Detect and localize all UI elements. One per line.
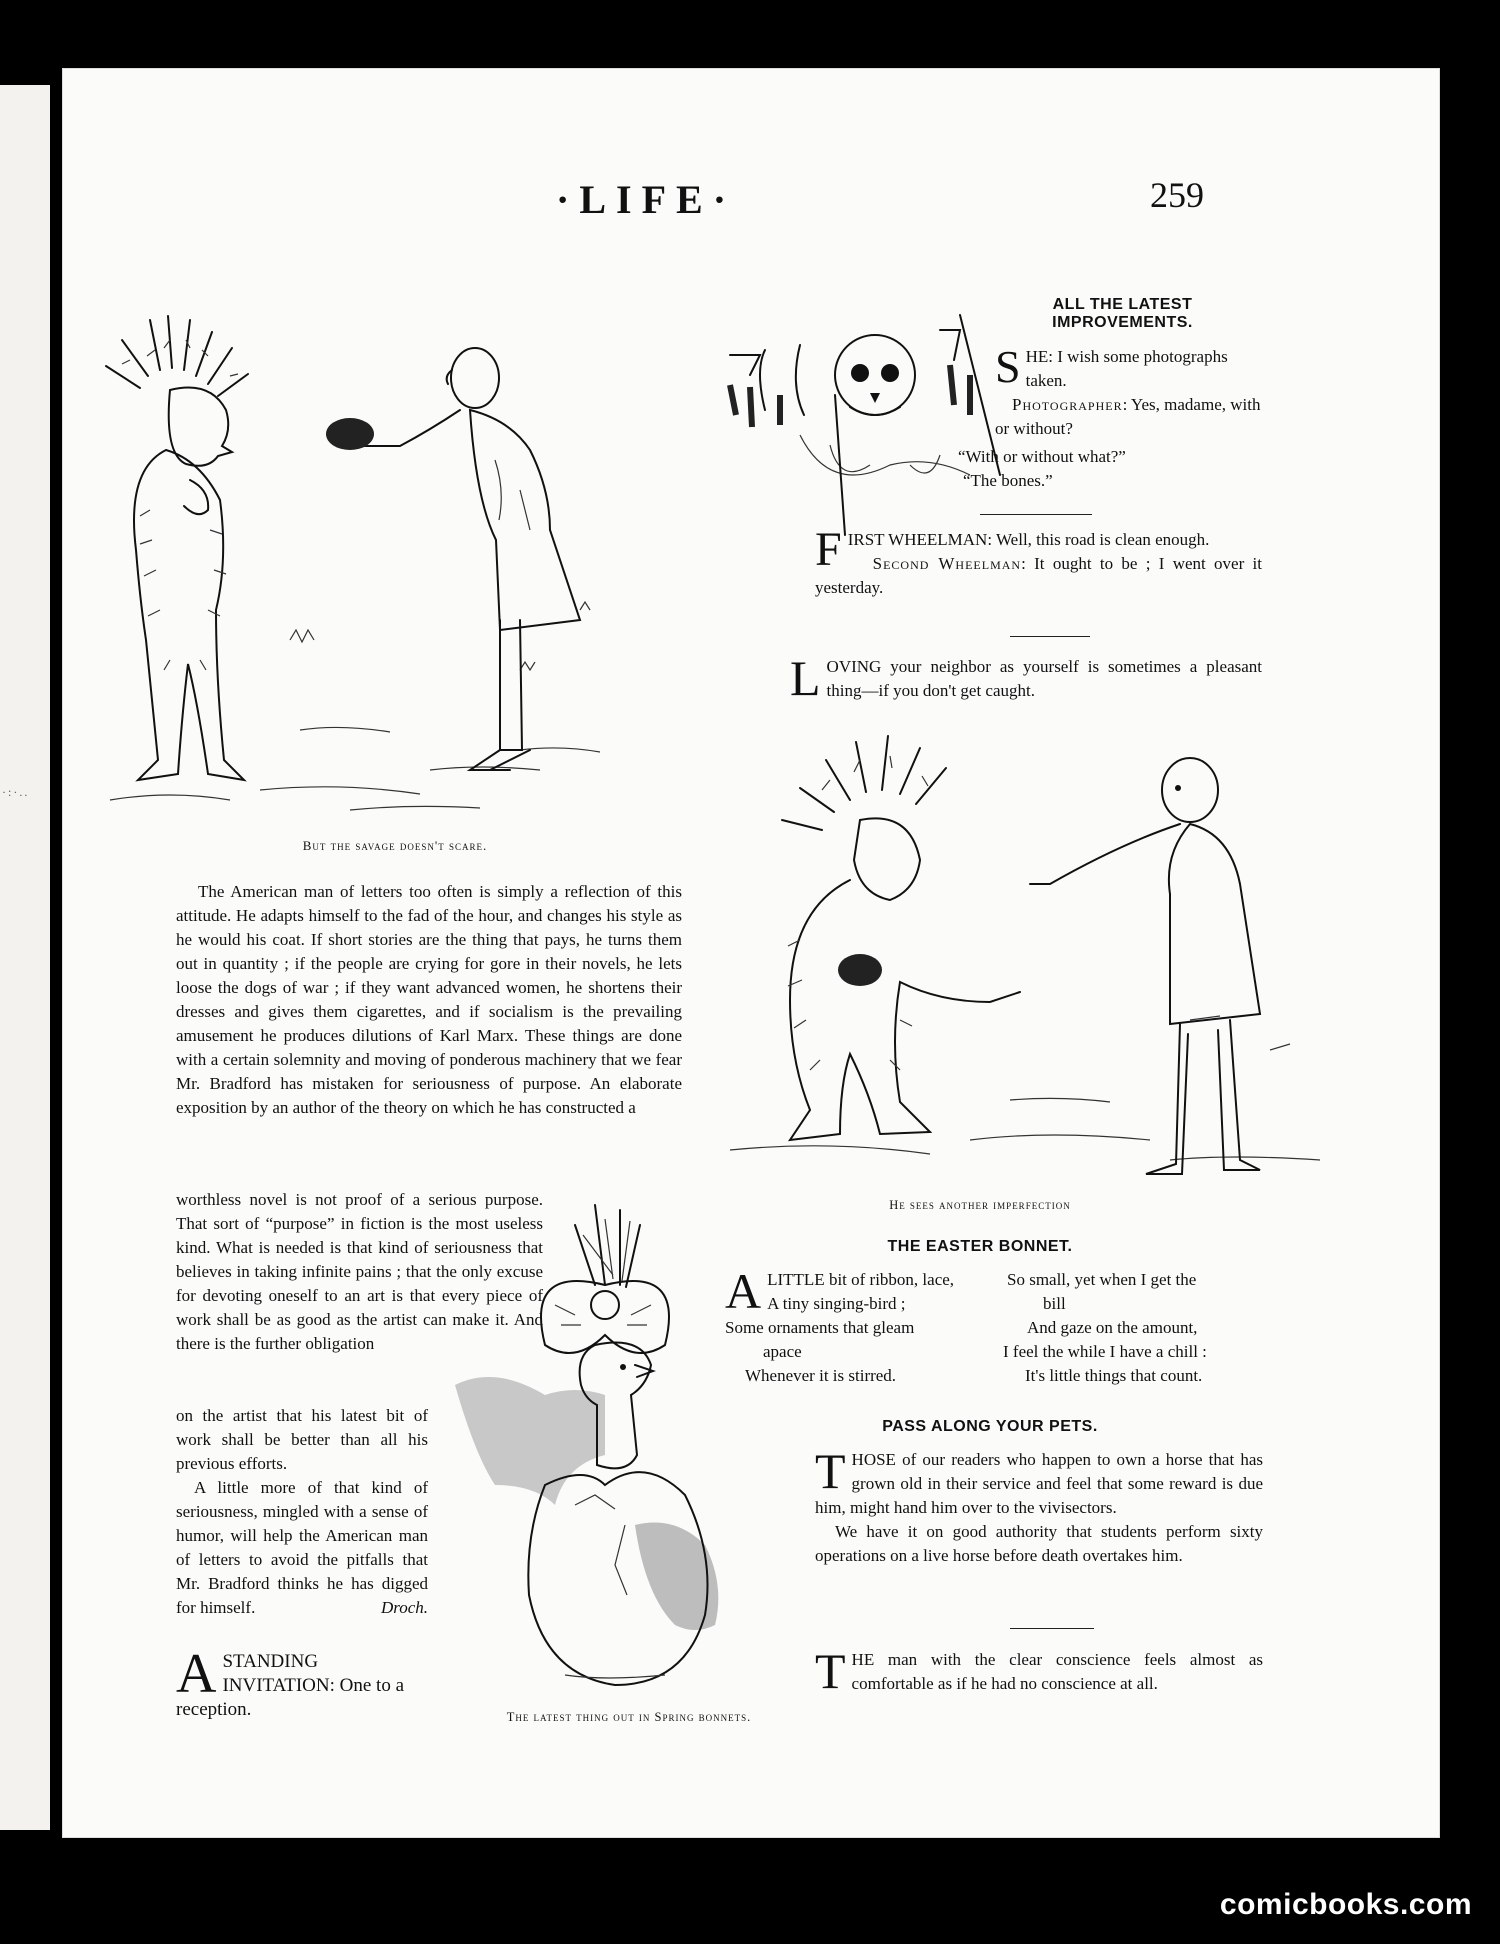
page-number: 259 bbox=[1150, 175, 1204, 215]
pets-paragraph-2: We have it on good authority that students perform sixty operations on a live horse before death overtakes him. bbox=[815, 1522, 1263, 1565]
easter-bonnet-col-1 bbox=[725, 1263, 997, 1388]
pets-text bbox=[815, 1443, 1263, 1568]
easter-line-3: Some ornaments that gleam bbox=[725, 1318, 915, 1337]
wheelman-line-1: IRST WHEELMAN: Well, this road is clean enough. bbox=[847, 530, 1210, 549]
wheelman-text bbox=[815, 523, 1263, 600]
conscience-body: HE man with the clear conscience feels almost as comfortable as if he had no conscience at all. bbox=[851, 1650, 1263, 1693]
easter-line-7: bill bbox=[1043, 1294, 1066, 1313]
dropcap-l: L bbox=[790, 650, 821, 706]
essay-paragraph-2-text: A little more of that kind of seriousness, mingled with a sense of humor, will help the American man of letters to avoid the pitfalls that Mr. Bradford thinks he has digged for himself. bbox=[176, 1478, 428, 1617]
improvements-line-2: : Yes, madame, with or without? bbox=[995, 395, 1261, 438]
easter-line-4: apace bbox=[763, 1342, 802, 1361]
essay-paragraph-1-end: on the artist that his latest bit of work shall be better than all his previous efforts. bbox=[176, 1406, 428, 1473]
easter-line-6: So small, yet when I get the bbox=[1007, 1270, 1197, 1289]
divider-3 bbox=[1010, 1628, 1094, 1629]
improvements-dialogue bbox=[958, 445, 1258, 493]
pets-paragraph-1: HOSE of our readers who happen to own a horse that has grown old in their service and feel that some reward is due him, might hand him over to the vivisectors. bbox=[815, 1450, 1263, 1517]
loving-text bbox=[790, 650, 1262, 706]
improvements-line-1: HE: I wish some photographs taken. bbox=[1025, 347, 1228, 390]
caption-illustration-2: He sees another imperfection bbox=[889, 1198, 1071, 1212]
easter-line-5: Whenever it is stirred. bbox=[745, 1366, 897, 1385]
easter-line-1: LITTLE bit of ribbon, lace, bbox=[767, 1270, 955, 1289]
masthead: ·LIFE· bbox=[556, 177, 737, 222]
divider-2 bbox=[1010, 636, 1090, 637]
easter-line-2: A tiny singing-bird ; bbox=[767, 1294, 906, 1313]
adjacent-page-edge: ·:·.. bbox=[0, 85, 50, 1830]
improvements-line-4: “The bones.” bbox=[963, 471, 1053, 490]
wheelman-speaker-2: Second Wheelman bbox=[872, 554, 1022, 573]
easter-line-10: It's little things that count. bbox=[1025, 1366, 1203, 1385]
easter-bonnet-col-2 bbox=[1003, 1268, 1268, 1388]
pets-title: PASS ALONG YOUR PETS. bbox=[882, 1418, 1098, 1435]
caption-illustration-3: The latest thing out in Spring bonnets. bbox=[506, 1710, 752, 1724]
dropcap-s: S bbox=[995, 341, 1021, 392]
dropcap-a-2: A bbox=[725, 1263, 762, 1319]
standing-invitation-text: STANDING INVITATION: One to a reception. bbox=[176, 1651, 405, 1720]
easter-bonnet-title: THE EASTER BONNET. bbox=[887, 1238, 1073, 1255]
easter-line-9: I feel the while I have a chill : bbox=[1003, 1342, 1207, 1361]
improvements-speaker-2: Photographer bbox=[1012, 395, 1123, 414]
essay-paragraph-1-cont: worthless novel is not proof of a serious purpose. That sort of “purpose” in fiction is the most useless kind. What is needed is that kind of seriousness that believes in taking infinite pains ; that the only excuse for devoting oneself to an art is that every piece of work shall be as good as the artist can make it. And there is the further obligation bbox=[176, 1190, 543, 1353]
essay-paragraph-1: The American man of letters too often is simply a reflection of this attitude. He adapts himself to the fad of the hour, and changes his style as he would his coat. If short stories are the thing that pays, he turns them out in quantity ; if the people are crying for gore in their novels, he lets loose the dogs of war ; if they want advanced women, he shortens their dresses and gives them cigarettes, and if socialism is the prevailing amusement he produces dilutions of Karl Marx. These things are done with a certain solemnity and moving of ponderous machinery that we fear Mr. Bradford has mistaken for seriousness of purpose. An elaborate exposition by an author of the theory on which he has constructed a bbox=[176, 882, 682, 1117]
easter-line-8: And gaze on the amount, bbox=[1027, 1318, 1198, 1337]
dropcap-t: T bbox=[815, 1443, 846, 1499]
illustration-savage-and-gentleman bbox=[100, 310, 740, 830]
divider-1 bbox=[980, 514, 1092, 515]
essay-signature: Droch. bbox=[380, 1598, 428, 1617]
standing-invitation bbox=[176, 1643, 430, 1722]
dropcap-f: F bbox=[815, 523, 842, 576]
watermark: comicbooks.com bbox=[1219, 1888, 1472, 1921]
wheelman-line-2: : It ought to be ; I went over it yesterday. bbox=[815, 554, 1263, 597]
improvements-text bbox=[995, 341, 1265, 441]
illustration-savage-reaches bbox=[710, 720, 1350, 1190]
improvements-line-3: “With or without what?” bbox=[958, 447, 1126, 466]
dropcap-a: A bbox=[176, 1643, 217, 1705]
illustration-skull-camera bbox=[710, 295, 1010, 545]
loving-body: OVING your neighbor as yourself is sometimes a pleasant thing—if you don't get caught. bbox=[826, 657, 1262, 700]
conscience-text bbox=[815, 1643, 1263, 1699]
caption-illustration-1: But the savage doesn't scare. bbox=[302, 838, 488, 853]
essay-paragraph-2 bbox=[176, 1476, 428, 1620]
improvements-title: ALL THE LATEST IMPROVEMENTS. bbox=[1052, 296, 1193, 331]
dropcap-t-2: T bbox=[815, 1643, 846, 1699]
